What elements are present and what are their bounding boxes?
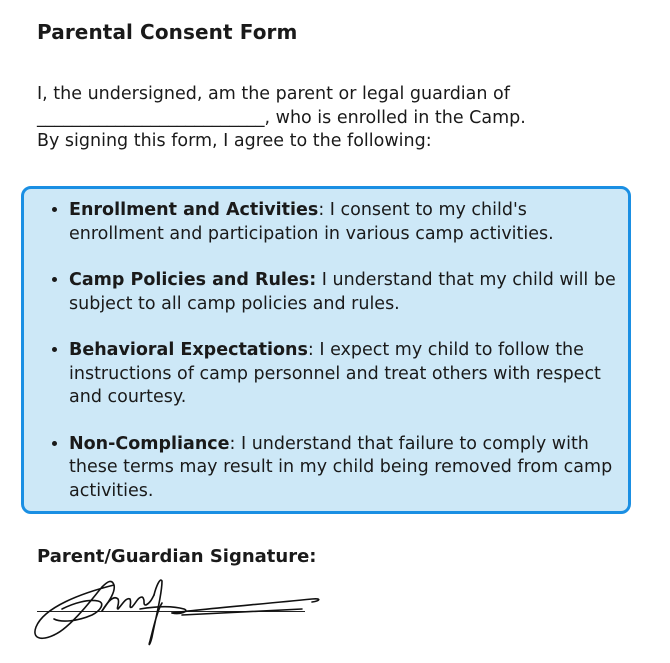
term-text: : I consent to my child's enrollment and participation in various camp activities. <box>69 200 554 244</box>
terms-box <box>21 186 631 514</box>
intro-line-2: , who is enrolled in the Camp. <box>264 107 526 128</box>
intro-line-1: I, the undersigned, am the parent or legal guardian of <box>37 84 510 104</box>
term-heading: Camp Policies and Rules: <box>69 270 317 290</box>
handwritten-signature <box>22 565 332 655</box>
term-text: : I expect my child to follow the instructions of camp personnel and treat others with respect and courtesy. <box>69 340 601 407</box>
term-heading: Enrollment and Activities <box>69 200 319 220</box>
signature-label: Parent/Guardian Signature: <box>37 546 317 567</box>
term-item-enrollment <box>69 199 620 246</box>
child-name-blank: __________________________ <box>37 107 265 128</box>
term-text: : I understand that failure to comply with these terms may result in my child being removed from camp activities. <box>69 433 613 501</box>
term-text: I understand that my child will be subject to all camp policies and rules. <box>69 270 616 314</box>
term-heading: Non-Compliance <box>69 433 230 454</box>
term-item-behavior <box>69 339 620 410</box>
terms-list <box>24 199 620 526</box>
form-title: Parental Consent Form <box>37 20 298 44</box>
term-item-noncompliance <box>69 433 620 504</box>
term-item-policies <box>69 269 620 316</box>
intro-paragraph <box>37 83 637 154</box>
term-heading: Behavioral Expectations <box>69 340 308 360</box>
intro-line-3: By signing this form, I agree to the following: <box>37 131 432 151</box>
